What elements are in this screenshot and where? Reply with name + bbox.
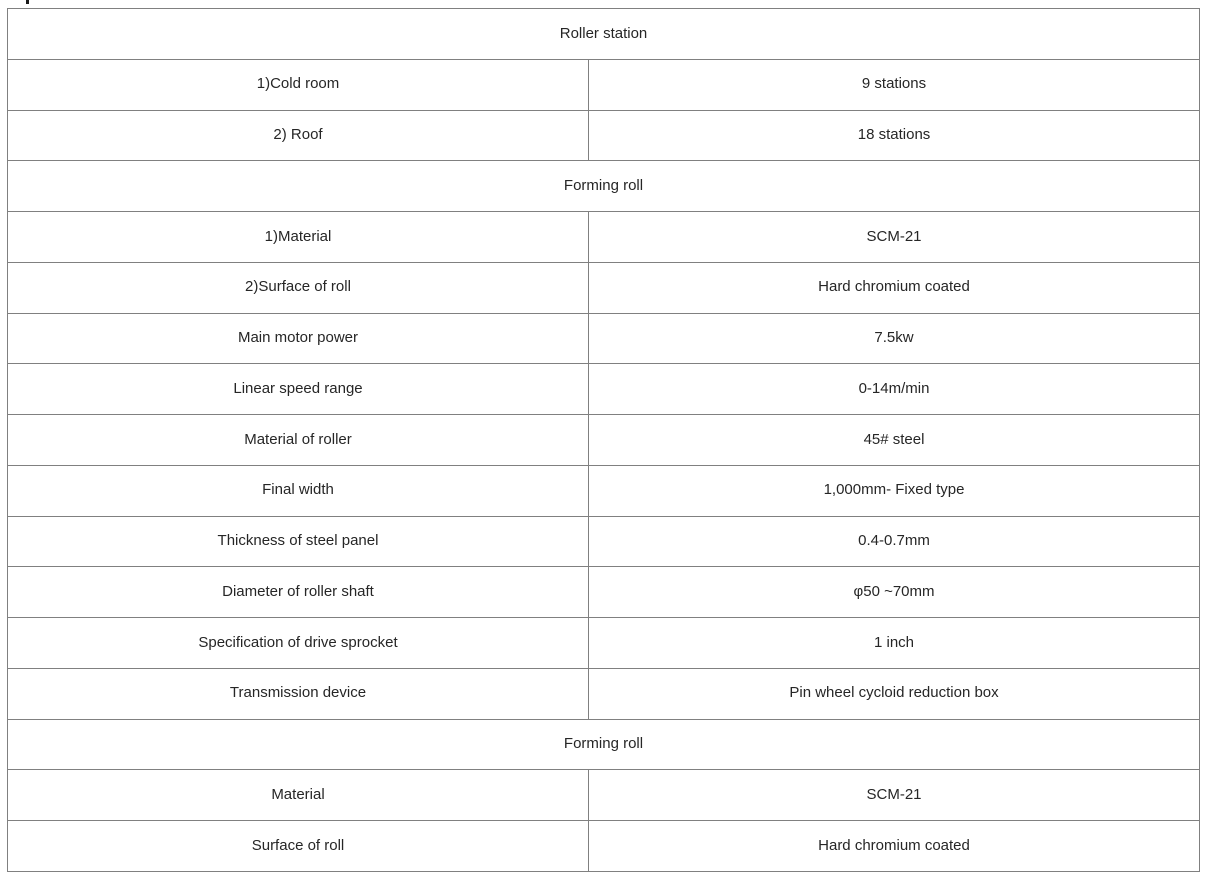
table-row <box>8 110 1200 161</box>
spec-value-cell: 7.5kw <box>589 313 1200 364</box>
spec-label-cell: Thickness of steel panel <box>8 516 589 567</box>
spec-label-cell: 2)Surface of roll <box>8 262 589 313</box>
spec-value-cell: SCM-21 <box>589 770 1200 821</box>
table-row <box>8 465 1200 516</box>
table-row <box>8 618 1200 669</box>
spec-value-cell: Pin wheel cycloid reduction box <box>589 668 1200 719</box>
section-header-cell: Forming roll <box>8 161 1200 212</box>
spec-label-cell: Material <box>8 770 589 821</box>
spec-label-cell: Surface of roll <box>8 821 589 872</box>
section-header-cell: Roller station <box>8 9 1200 60</box>
spec-label-cell: Main motor power <box>8 313 589 364</box>
spec-label-cell: Material of roller <box>8 415 589 466</box>
spec-value-cell: 1 inch <box>589 618 1200 669</box>
spec-label-cell: Final width <box>8 465 589 516</box>
spec-value-cell: 45# steel <box>589 415 1200 466</box>
table-row <box>8 364 1200 415</box>
section-header-row <box>8 9 1200 60</box>
section-header-row <box>8 161 1200 212</box>
clipped-text-remnant <box>26 0 29 4</box>
spec-value-cell: 0-14m/min <box>589 364 1200 415</box>
table-row <box>8 313 1200 364</box>
spec-label-cell: Transmission device <box>8 668 589 719</box>
spec-value-cell: Hard chromium coated <box>589 262 1200 313</box>
table-row <box>8 567 1200 618</box>
section-header-cell: Forming roll <box>8 719 1200 770</box>
table-row <box>8 262 1200 313</box>
table-row <box>8 770 1200 821</box>
spec-value-cell: 18 stations <box>589 110 1200 161</box>
spec-label-cell: Linear speed range <box>8 364 589 415</box>
specification-table <box>7 8 1200 872</box>
spec-label-cell: 1)Cold room <box>8 59 589 110</box>
spec-value-cell: φ50 ~70mm <box>589 567 1200 618</box>
spec-label-cell: Diameter of roller shaft <box>8 567 589 618</box>
spec-value-cell: 0.4-0.7mm <box>589 516 1200 567</box>
spec-label-cell: 1)Material <box>8 212 589 263</box>
spec-label-cell: 2) Roof <box>8 110 589 161</box>
section-header-row <box>8 719 1200 770</box>
table-row <box>8 516 1200 567</box>
table-row <box>8 59 1200 110</box>
spec-value-cell: Hard chromium coated <box>589 821 1200 872</box>
table-row <box>8 668 1200 719</box>
table-row <box>8 212 1200 263</box>
spec-value-cell: SCM-21 <box>589 212 1200 263</box>
spec-label-cell: Specification of drive sprocket <box>8 618 589 669</box>
specification-table-body <box>8 9 1200 872</box>
table-row <box>8 415 1200 466</box>
table-row <box>8 821 1200 872</box>
spec-value-cell: 9 stations <box>589 59 1200 110</box>
spec-value-cell: 1,000mm- Fixed type <box>589 465 1200 516</box>
